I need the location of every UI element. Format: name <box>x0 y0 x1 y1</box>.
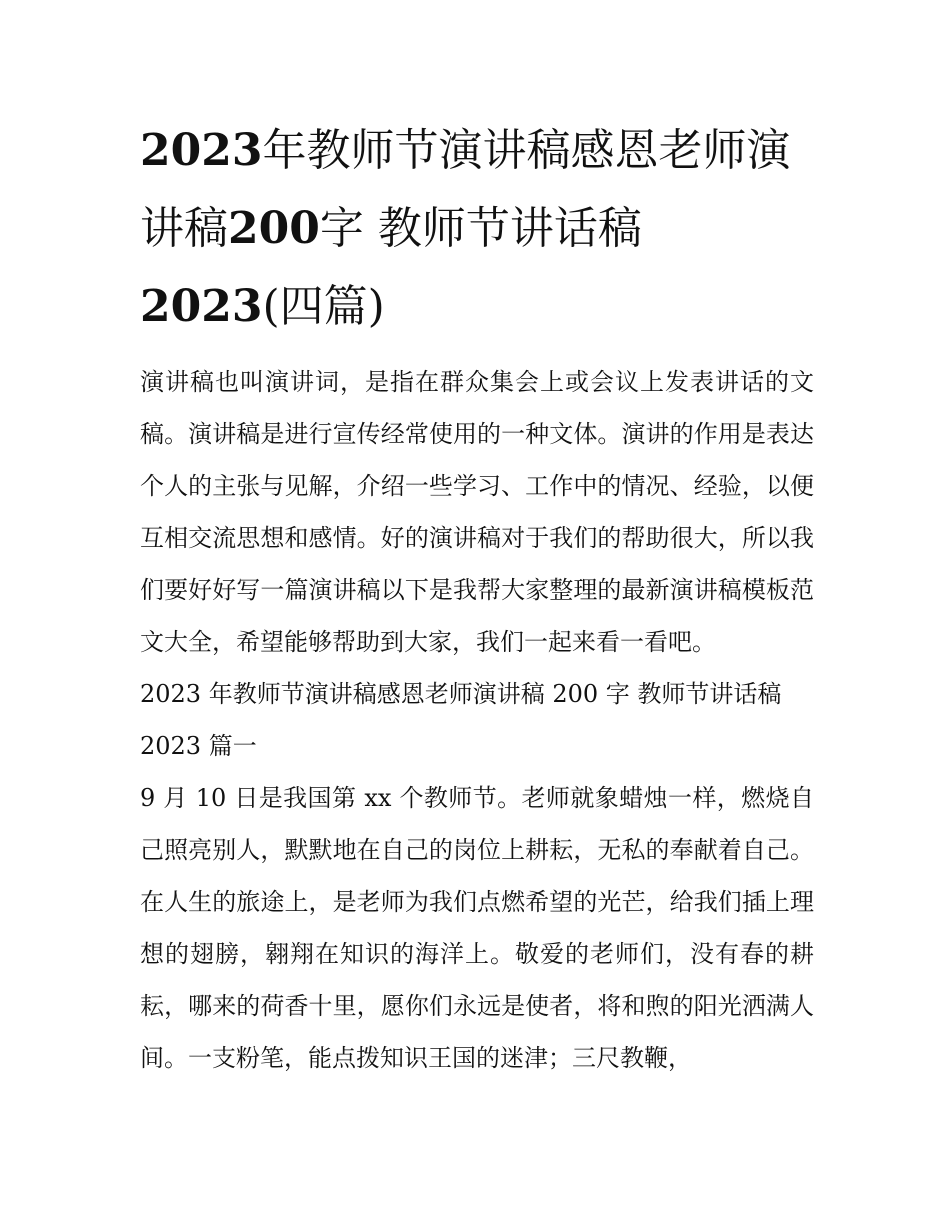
intro-paragraph: 演讲稿也叫演讲词，是指在群众集会上或会议上发表讲话的文稿。演讲稿是进行宣传经常使用的一种文体。演讲的作用是表达个人的主张与见解，介绍一些学习、工作中的情况、经验，以便互相交流思想和感情。好的演讲稿对于我们的帮助很大，所以我们要好好写一篇演讲稿以下是我帮大家整理的最新演讲稿模板范文大全，希望能够帮助到大家，我们一起来看一看吧。 <box>140 368 814 656</box>
title-count: 200 <box>228 203 320 254</box>
document-page <box>140 112 814 1084</box>
section-heading-line-2: 2023 篇一 <box>140 732 257 760</box>
title-text-b: 字 教师节讲话稿 <box>319 203 642 254</box>
title-year: 2023 <box>140 125 263 176</box>
section-body-paragraph: 9 月 10 日是我国第 xx 个教师节。老师就象蜡烛一样，燃烧自己照亮别人，默默地在自己的岗位上耕耘，无私的奉献着自己。在人生的旅途上，是老师为我们点燃希望的光芒，给我们插上理想的翅膀，翱翔在知识的海洋上。敬爱的老师们，没有春的耕耘，哪来的荷香十里，愿你们永远是使者，将和煦的阳光洒满人间。一支粉笔，能点拨知识王国的迷津；三尺教鞭， <box>140 784 814 1072</box>
title-text-a: 年教师节演讲稿感恩老师演讲稿 <box>140 125 791 254</box>
title-text-c: (四篇) <box>262 281 385 332</box>
title-year-2: 2023 <box>140 281 263 332</box>
section-heading-line-1: 2023 年教师节演讲稿感恩老师演讲稿 200 字 教师节讲话稿 <box>140 680 782 708</box>
document-title <box>140 112 814 346</box>
